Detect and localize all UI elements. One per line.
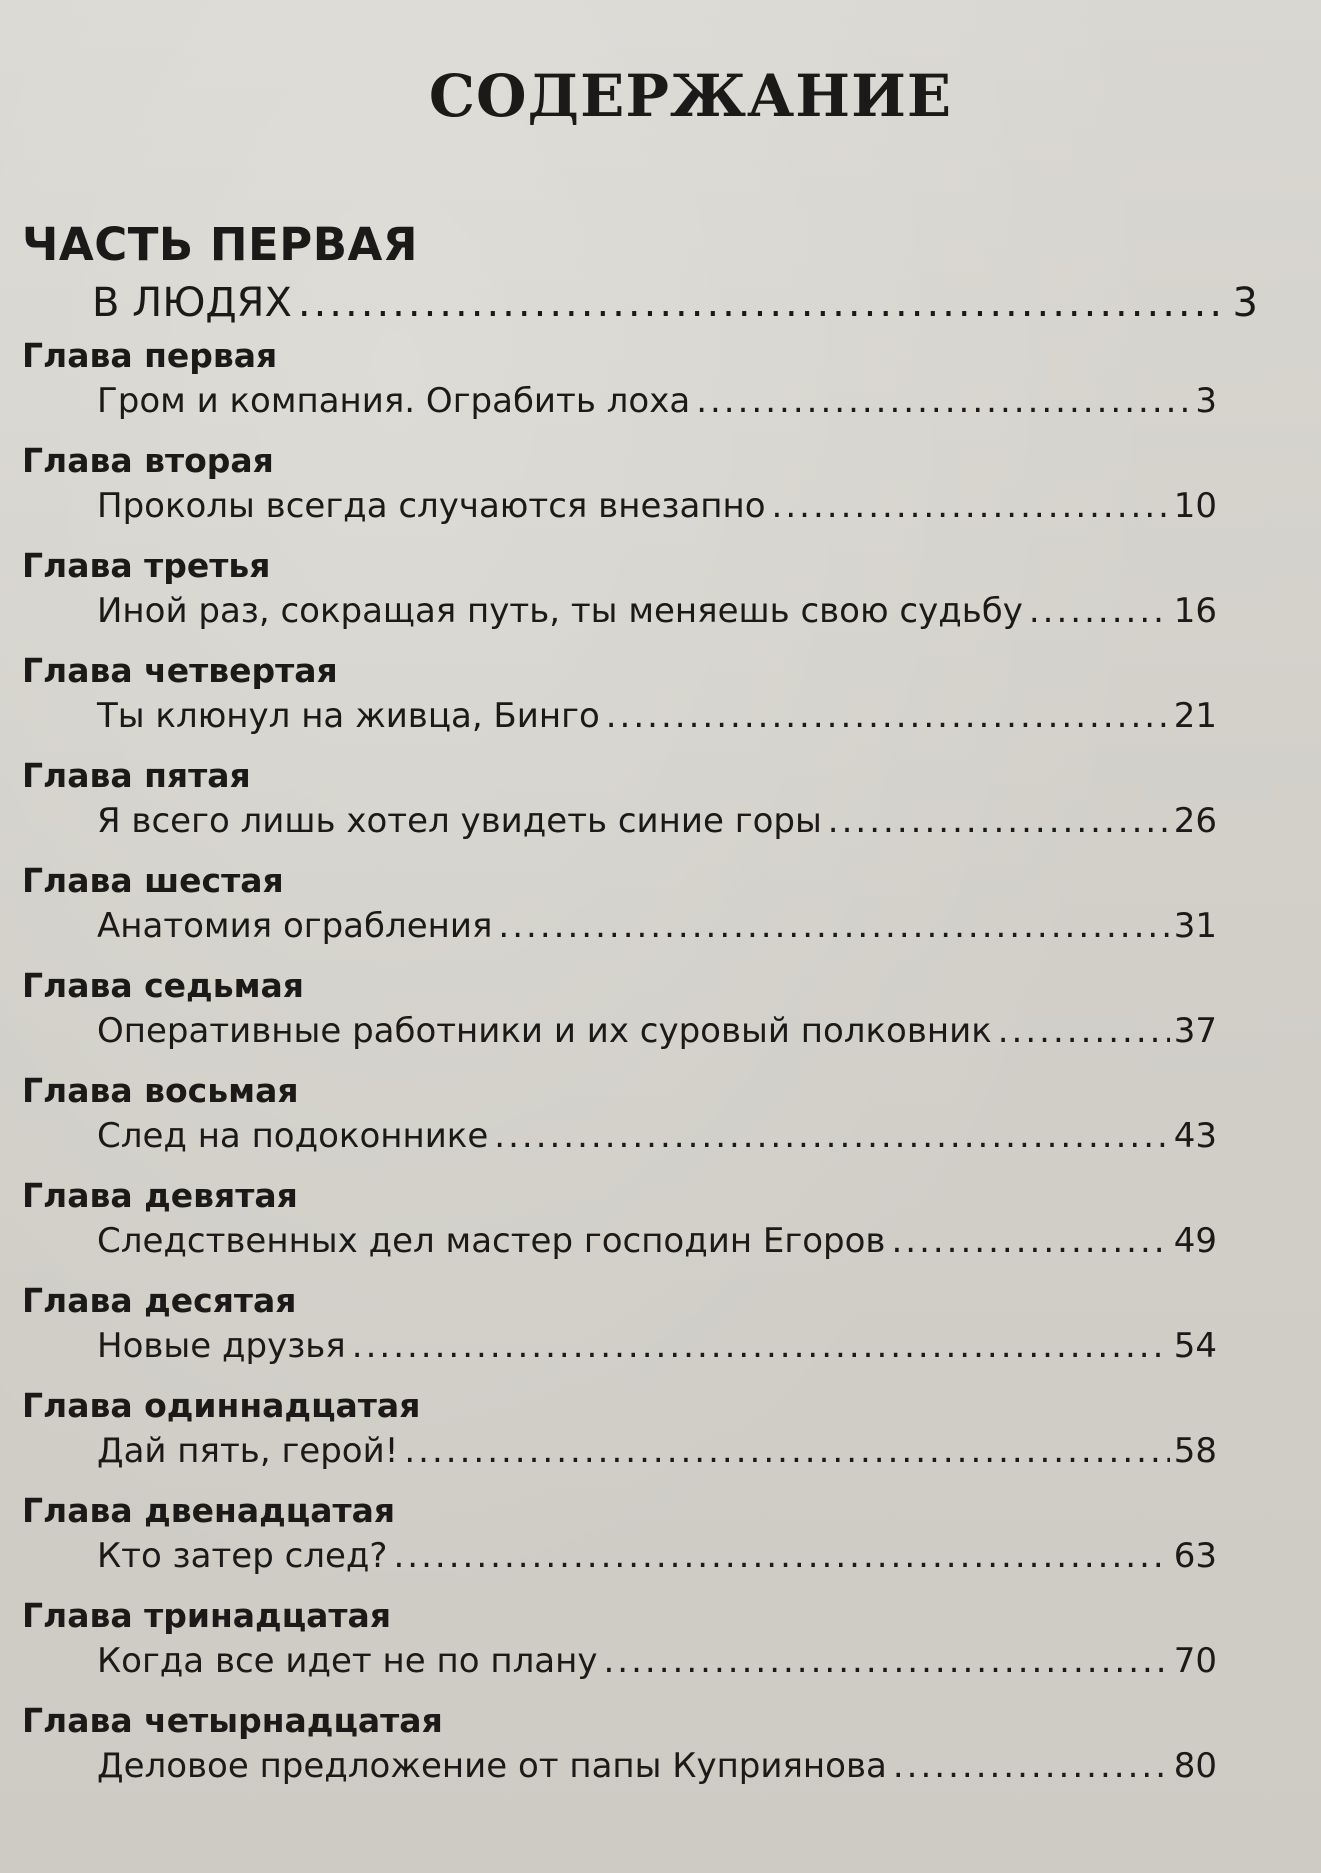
dot-leader (998, 1006, 1170, 1056)
dot-leader (352, 1321, 1170, 1371)
chapter-entry (22, 1386, 1222, 1491)
chapter-label: Глава восьмая (22, 1071, 299, 1110)
chapter-entry (22, 546, 1222, 651)
chapter-title-line (22, 1216, 1217, 1281)
dot-leader (891, 1216, 1169, 1266)
chapter-label: Глава первая (22, 336, 278, 375)
dot-leader (696, 376, 1191, 426)
chapter-label: Глава пятая (22, 756, 251, 795)
dot-leader (772, 481, 1170, 531)
chapter-page-number: 31 (1173, 906, 1217, 946)
chapter-label: Глава девятая (22, 1176, 298, 1215)
chapter-title-line (22, 796, 1217, 861)
chapter-title: Я всего лишь хотел увидеть синие горы (97, 801, 822, 841)
chapter-title-line (22, 1111, 1217, 1176)
chapter-title: Иной раз, сокращая путь, ты меняешь свою судьбу (97, 591, 1023, 631)
chapter-title-line (22, 1741, 1217, 1806)
chapter-page-number: 37 (1173, 1011, 1217, 1051)
chapter-label: Глава двенадцатая (22, 1491, 396, 1530)
dot-leader (893, 1741, 1170, 1791)
chapter-label: Глава вторая (22, 441, 274, 480)
chapter-page-number: 63 (1173, 1536, 1217, 1576)
chapter-page-number: 3 (1195, 381, 1217, 421)
dot-leader (393, 1531, 1169, 1581)
chapter-title: Ты клюнул на живца, Бинго (97, 696, 600, 736)
chapter-page-number: 10 (1173, 486, 1217, 526)
chapter-entry (22, 1176, 1222, 1281)
chapter-title-line (22, 481, 1217, 546)
chapter-page-number: 16 (1173, 591, 1217, 631)
chapter-title: След на подоконнике (97, 1116, 489, 1156)
chapter-title-line (22, 691, 1217, 756)
chapter-label: Глава седьмая (22, 966, 304, 1005)
part-page-number: 3 (1232, 280, 1258, 326)
chapter-title-line (22, 1321, 1217, 1386)
chapter-entry (22, 861, 1222, 966)
chapter-page-number: 21 (1173, 696, 1217, 736)
dot-leader (828, 796, 1170, 846)
chapter-entry (22, 441, 1222, 546)
table-of-contents (22, 270, 1258, 1806)
chapter-label: Глава шестая (22, 861, 284, 900)
chapter-page-number: 80 (1173, 1746, 1217, 1786)
chapter-title: Деловое предложение от папы Куприянова (97, 1746, 887, 1786)
chapter-page-number: 70 (1173, 1641, 1217, 1681)
chapter-label: Глава четвертая (22, 651, 338, 690)
chapter-entry (22, 336, 1222, 441)
part-title-entry (22, 270, 1258, 336)
chapter-title-line (22, 1531, 1217, 1596)
chapter-title: Анатомия ограбления (97, 906, 493, 946)
chapter-page-number: 43 (1173, 1116, 1217, 1156)
chapter-label: Глава десятая (22, 1281, 297, 1320)
dot-leader (606, 691, 1170, 741)
chapter-entry (22, 1281, 1222, 1386)
chapter-page-number: 54 (1173, 1326, 1217, 1366)
chapter-title: Следственных дел мастер господин Егоров (97, 1221, 886, 1261)
chapter-entry (22, 1596, 1222, 1701)
chapter-title-line (22, 376, 1217, 441)
dot-leader (404, 1426, 1169, 1476)
chapter-title: Проколы всегда случаются внезапно (97, 486, 766, 526)
chapter-page-number: 26 (1173, 801, 1217, 841)
dot-leader (1029, 586, 1170, 636)
dot-leader (604, 1636, 1170, 1686)
dot-leader (298, 270, 1229, 336)
chapter-title: Новые друзья (97, 1326, 346, 1366)
chapter-entry (22, 651, 1222, 756)
dot-leader (498, 901, 1169, 951)
chapter-label: Глава четырнадцатая (22, 1701, 443, 1740)
chapter-title: Когда все идет не по плану (97, 1641, 598, 1681)
chapter-page-number: 49 (1173, 1221, 1217, 1261)
chapter-title-line (22, 1006, 1217, 1071)
chapter-title-line (22, 586, 1217, 651)
chapter-title-line (22, 1636, 1217, 1701)
chapter-title: Гром и компания. Ограбить лоха (97, 381, 691, 421)
chapter-page-number: 58 (1173, 1431, 1217, 1471)
chapter-label: Глава одиннадцатая (22, 1386, 421, 1425)
chapter-title-line (22, 1426, 1217, 1491)
chapter-title: Оперативные работники и их суровый полковник (97, 1011, 992, 1051)
chapter-entry (22, 756, 1222, 861)
chapter-entry (22, 1701, 1222, 1806)
chapter-label: Глава тринадцатая (22, 1596, 392, 1635)
page-title: СОДЕРЖАНИЕ (428, 62, 953, 130)
chapter-title-line (22, 901, 1217, 966)
chapter-entry (22, 1491, 1222, 1596)
part-heading: ЧАСТЬ ПЕРВАЯ (22, 218, 419, 271)
dot-leader (494, 1111, 1169, 1161)
chapter-title: Дай пять, герой! (97, 1431, 399, 1471)
chapter-entry (22, 1071, 1222, 1176)
chapter-entry (22, 966, 1222, 1071)
part-title: В ЛЮДЯХ (92, 280, 292, 326)
chapter-title: Кто затер след? (97, 1536, 388, 1576)
chapter-label: Глава третья (22, 546, 271, 585)
